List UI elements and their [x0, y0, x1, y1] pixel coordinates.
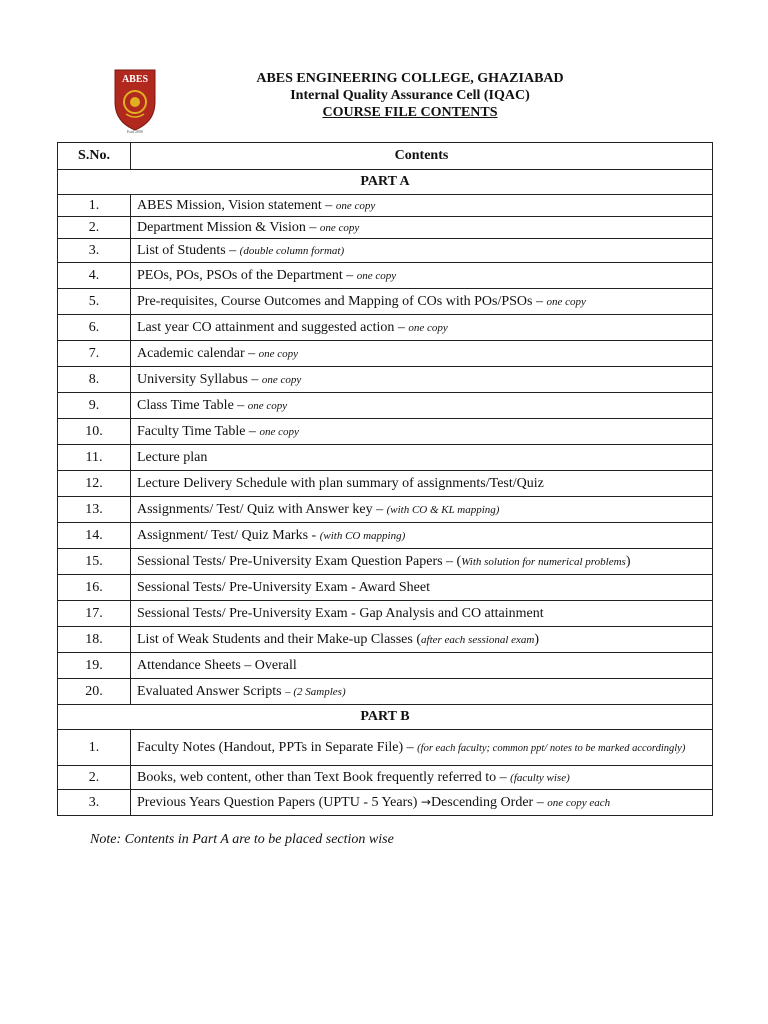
- row-note: one copy: [335, 199, 376, 212]
- table-row: [58, 445, 713, 471]
- row-number: 3.: [58, 790, 131, 816]
- row-note: one copy: [258, 347, 299, 360]
- row-note: With solution for numerical problems: [461, 555, 626, 568]
- table-row: [58, 653, 713, 679]
- part-b-body: [58, 730, 713, 816]
- row-contents: [131, 393, 713, 419]
- document-title: COURSE FILE CONTENTS: [322, 105, 498, 120]
- row-contents: [131, 419, 713, 445]
- row-text: Assignment/ Test/ Quiz Marks -: [137, 527, 320, 543]
- part-b-title: PART B: [58, 705, 713, 730]
- part-b-row: [58, 705, 713, 730]
- part-a-body: [58, 195, 713, 705]
- row-contents: [131, 471, 713, 497]
- row-number: 17.: [58, 601, 131, 627]
- table-row: [58, 419, 713, 445]
- row-contents: [131, 549, 713, 575]
- row-text: Books, web content, other than Text Book frequently referred to –: [137, 769, 511, 785]
- table-row: [58, 393, 713, 419]
- row-contents: [131, 627, 713, 653]
- table-row: [58, 289, 713, 315]
- row-number: 20.: [58, 679, 131, 705]
- row-text: List of Weak Students and their Make-up Classes (: [137, 631, 422, 647]
- row-number: 3.: [58, 239, 131, 263]
- sno-header: S.No.: [58, 143, 131, 170]
- row-text: University Syllabus –: [137, 371, 262, 387]
- row-number: 12.: [58, 471, 131, 497]
- row-note: one copy: [319, 221, 360, 234]
- row-note: one copy each: [547, 796, 611, 809]
- table-header-row: [58, 143, 713, 170]
- row-contents: [131, 601, 713, 627]
- row-note: (with CO mapping): [319, 529, 406, 542]
- row-contents: [131, 575, 713, 601]
- row-number: 1.: [58, 195, 131, 217]
- document-header: [160, 70, 660, 121]
- row-number: 4.: [58, 263, 131, 289]
- row-number: 19.: [58, 653, 131, 679]
- row-text: Assignments/ Test/ Quiz with Answer key –: [137, 501, 387, 517]
- row-text: Pre-requisites, Course Outcomes and Mapping of COs with POs/PSOs –: [137, 293, 547, 309]
- row-contents: [131, 445, 713, 471]
- row-text: Previous Years Question Papers (UPTU - 5 Years): [137, 794, 421, 810]
- table-row: [58, 790, 713, 816]
- row-number: 13.: [58, 497, 131, 523]
- row-number: 5.: [58, 289, 131, 315]
- row-text: Lecture Delivery Schedule with plan summary of assignments/Test/Quiz: [137, 475, 544, 491]
- row-number: 9.: [58, 393, 131, 419]
- part-a-row: [58, 170, 713, 195]
- row-note: one copy: [259, 425, 299, 438]
- table-row: [58, 217, 713, 239]
- row-contents: [131, 523, 713, 549]
- row-tail: ): [534, 631, 540, 647]
- row-text: Sessional Tests/ Pre-University Exam Question Papers – (: [137, 553, 462, 569]
- row-text: Class Time Table –: [137, 397, 248, 413]
- table-row: [58, 679, 713, 705]
- footnote: Note: Contents in Part A are to be placed section wise: [90, 832, 394, 847]
- table-row: [58, 263, 713, 289]
- row-contents: [131, 679, 713, 705]
- row-text: Faculty Notes (Handout, PPTs in Separate File) –: [137, 739, 418, 755]
- row-note: one copy: [247, 399, 288, 412]
- table-row: [58, 315, 713, 341]
- row-contents: [131, 341, 713, 367]
- row-text: PEOs, POs, PSOs of the Department –: [137, 267, 357, 283]
- row-note: one copy: [408, 321, 448, 334]
- table-row: [58, 239, 713, 263]
- row-text: List of Students –: [137, 242, 240, 258]
- row-note: one copy: [546, 295, 586, 308]
- row-note: – (2 Samples): [285, 685, 346, 698]
- row-contents: [131, 239, 713, 263]
- table-row: [58, 471, 713, 497]
- row-number: 14.: [58, 523, 131, 549]
- row-contents: [131, 497, 713, 523]
- row-contents: [131, 263, 713, 289]
- row-text: Evaluated Answer Scripts: [137, 683, 286, 699]
- abes-logo: [112, 68, 158, 134]
- college-name: ABES ENGINEERING COLLEGE, GHAZIABAD: [256, 71, 564, 86]
- row-contents: [131, 367, 713, 393]
- row-note: one copy: [356, 269, 397, 282]
- svg-text:ABES: ABES: [121, 74, 149, 85]
- part-a-title: PART A: [58, 170, 713, 195]
- row-number: 7.: [58, 341, 131, 367]
- row-note: one copy: [261, 373, 302, 386]
- table-row: [58, 549, 713, 575]
- row-contents: [131, 730, 713, 766]
- row-contents: [131, 653, 713, 679]
- row-contents: [131, 289, 713, 315]
- table-row: [58, 601, 713, 627]
- row-number: 16.: [58, 575, 131, 601]
- row-contents: [131, 315, 713, 341]
- table-row: [58, 575, 713, 601]
- row-note: (for each faculty; common ppt/ notes to be marked accordingly): [417, 742, 686, 754]
- row-text: Lecture plan: [137, 449, 208, 465]
- row-number: 11.: [58, 445, 131, 471]
- row-number: 10.: [58, 419, 131, 445]
- arrow-right-icon: →: [420, 794, 431, 809]
- table-row: [58, 341, 713, 367]
- logo-est-text: Estd 2000: [126, 129, 144, 134]
- row-number: 8.: [58, 367, 131, 393]
- row-note: (faculty wise): [510, 771, 570, 784]
- table-row: [58, 497, 713, 523]
- row-text: Department Mission & Vision –: [137, 219, 320, 235]
- row-note: after each sessional exam: [421, 633, 535, 646]
- table-row: [58, 367, 713, 393]
- row-text: Sessional Tests/ Pre-University Exam - Gap Analysis and CO attainment: [137, 605, 544, 621]
- row-number: 18.: [58, 627, 131, 653]
- row-text: Last year CO attainment and suggested action –: [137, 319, 409, 335]
- row-text: Faculty Time Table –: [137, 423, 260, 439]
- row-note: (with CO & KL mapping): [386, 503, 500, 516]
- row-contents: [131, 790, 713, 816]
- row-number: 2.: [58, 217, 131, 239]
- table-row: [58, 523, 713, 549]
- row-text: Academic calendar –: [137, 345, 259, 361]
- row-number: 2.: [58, 766, 131, 790]
- row-note: (double column format): [239, 244, 345, 257]
- contents-header: Contents: [131, 143, 713, 170]
- course-file-table: [57, 142, 713, 816]
- row-contents: [131, 766, 713, 790]
- table-row: [58, 627, 713, 653]
- row-tail: ): [625, 553, 631, 569]
- row-text: Attendance Sheets – Overall: [137, 657, 297, 673]
- row-text: ABES Mission, Vision statement –: [137, 197, 336, 213]
- table-row: [58, 730, 713, 766]
- row-text-2: Descending Order –: [430, 794, 548, 810]
- table-row: [58, 766, 713, 790]
- row-contents: [131, 217, 713, 239]
- cell-name: Internal Quality Assurance Cell (IQAC): [290, 88, 530, 103]
- row-number: 15.: [58, 549, 131, 575]
- row-number: 1.: [58, 730, 131, 766]
- row-number: 6.: [58, 315, 131, 341]
- row-contents: [131, 195, 713, 217]
- row-text: Sessional Tests/ Pre-University Exam - Award Sheet: [137, 579, 430, 595]
- table-row: [58, 195, 713, 217]
